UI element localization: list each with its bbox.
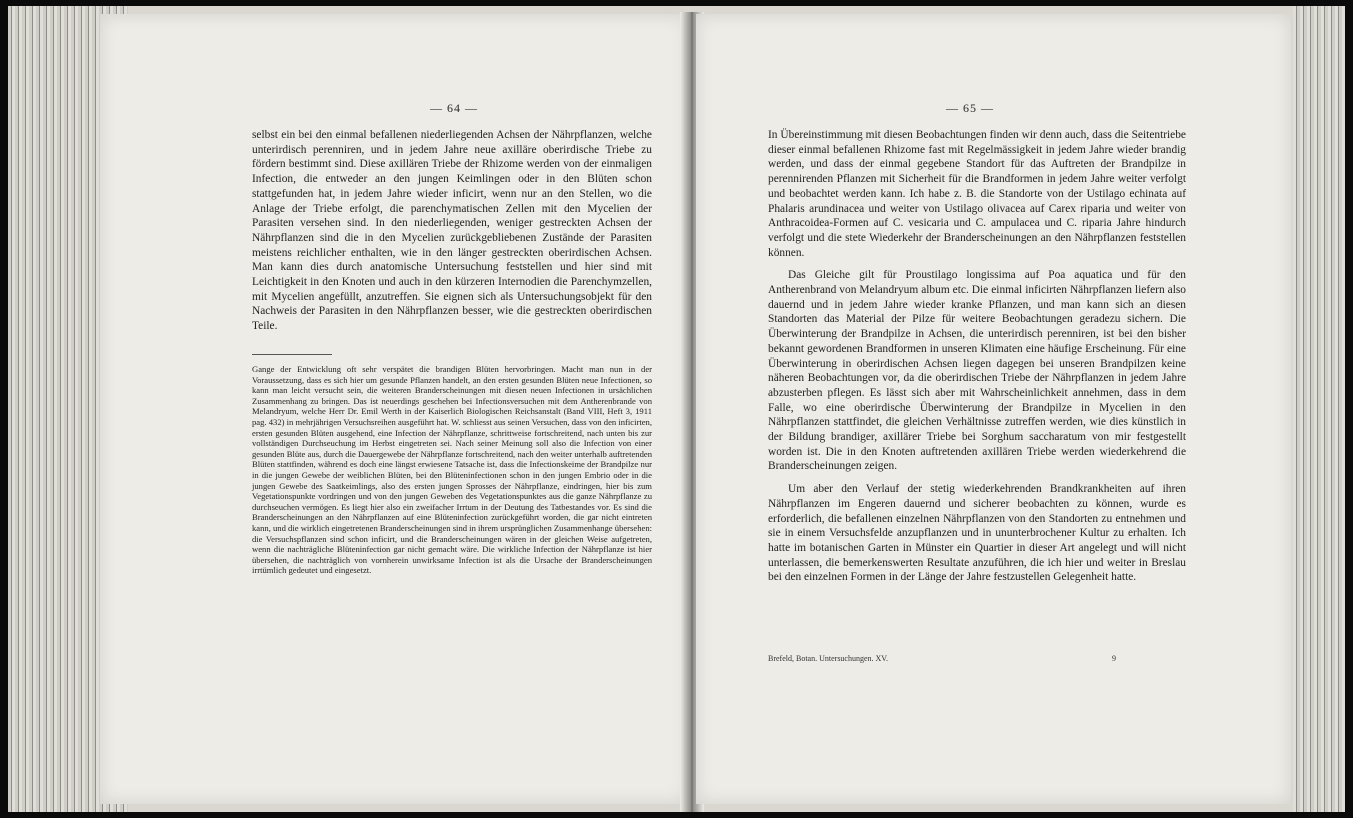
left-page (100, 14, 688, 804)
right-page-edges (1293, 6, 1345, 812)
right-page (696, 14, 1291, 804)
right-paragraph-3: Um aber den Verlauf der stetig wiederkehrenden Brandkrankheiten auf ihren Nährpflanzen im Engeren dauernd und sicherer beobachten zu können, wurde es erforderlich, die befallenen einzelnen Nährpflanzen von den Standorten zu entnehmen und sie in einem Versuchsfelde anzupflanzen und in ununterbrochener Kultur zu erhalten. Ich hatte im botanischen Garten in Münster ein Quartier in dieser Art angelegt und will nicht unterlassen, die bemerkenswerten Resultate anzuführen, die ich hier und weiter in Breslau bei den einzelnen Formen in der Länge der Jahre festzustellen Gelegenheit hatte. (768, 483, 1186, 584)
left-body-text (252, 128, 652, 334)
right-paragraph-1: In Übereinstimmung mit diesen Beobachtungen finden wir denn auch, dass die Seitentriebe dieser einmal befallenen Rhizome fast mit Regelmässigkeit in jedem Jahre wieder brandig werden, und dass der einmal gegebene Standort für das Auftreten der Brandpilze in perennirenden Pflanzen mit Sicherheit für die Brandformen in jedem Jahre weiter verfolgt und beobachtet werden kann. Ich habe z. B. die Standorte von der Ustilago echinata auf Phalaris arundinacea und weiter von Ustilago olivacea auf Carex riparia und weiter von Anthracoidea-Formen auf C. vesicaria und C. ampulacea und C. riparia Jahre hindurch verfolgt und die stete Wiederkehr der Branderscheinungen an den Nährpflanzen feststellen können. (768, 129, 1186, 259)
left-footnote (252, 364, 652, 576)
signature-mark: 9 (1112, 654, 1116, 663)
left-paragraph: selbst ein bei den einmal befallenen niederliegenden Achsen der Nährpflanzen, welche unterirdisch perenniren, und in jedem Jahre neue axilläre oberirdische Triebe zu fördern bestimmt sind. Diese axillären Triebe der Rhizome werden von der einmaligen Infection, die entweder an den jungen Keimlingen oder in den Blüten schon stattgefunden hat, in jedem Jahre wieder inficirt, wenn nur an den Stellen, wo die Anlage der Triebe erfolgt, die parenchymatischen Zellen mit den Mycelien der Parasiten versehen sind. In den niederliegenden, weniger gestreckten Achsen der Nährpflanzen sind die in den Mycelien zurückgebliebenen Zustände der Parasiten meistens reichlicher enthalten, wie in den länger gestreckten oberirdischen Achsen. Man kann dies durch anatomische Untersuchung feststellen und hier sind mit Leichtigkeit in den Knoten und auch in den kürzeren Internodien die Parenchymzellen, mit Mycelien angefüllt, anzutreffen. Sie eignen sich als Untersuchungsobjekt für den Nachweis der Parasiten in den Nährpflanzen besser, wie die gestreckten oberirdischen Teile. (252, 129, 652, 333)
footnote-rule (252, 354, 332, 355)
right-body-text (768, 128, 1186, 593)
signature-line (768, 654, 1186, 663)
book-spread (8, 6, 1345, 812)
left-page-number: — 64 — (430, 101, 478, 115)
right-page-number: — 65 — (946, 101, 994, 115)
signature-source: Brefeld, Botan. Untersuchungen. XV. (768, 654, 889, 663)
footnote-text: Gange der Entwicklung oft sehr verspätet die brandigen Blüten hervorbringen. Macht man nun in der Voraussetzung, dass es sich hier um gesunde Pflanzen handelt, an den ersten gesunden Blüten neue Infectionen, so kann man leicht versucht sein, die weiteren Branderscheinungen mit diesen neuen Infectionen in ursächlichen Zusammenhang zu bringen. Das ist neuerdings geschehen bei Infectionsversuchen mit dem Antherenbrande von Melandryum, welche Herr Dr. Emil Werth in der Kaiserlich Biologischen Reichsanstalt (Band VIII, Heft 3, 1911 pag. 432) in mehrjährigen Versuchsreihen ausgeführt hat. W. schliesst aus seinen Versuchen, dass von den inficirten, ersten gesunden Blüten ausgehend, eine Infection der Nährpflanze, schrittweise fortschreitend, nach unten bis zur vollständigen Durchseuchung im Herbst eingetreten sei. Nach seiner Meinung soll also die Infection von einer gesunden Blüte aus, durch die Dauergewebe der Nährpflanze fortschreitend, nach den weiter unterhalb auftretenden Blüten stattfinden, während es doch eine längst erwiesene Tatsache ist, dass die Infectionskeime der Brandpilze nur in die jungen Gewebe der weiblichen Blüten, bei den Blüteninfectionen schon in den jungen Embrio oder in die jungen Gewebe des Saatkeimlings, also des ersten jungen Sprosses der Nährpflanze, eindringen, hier bis zum Vegetationspunkte vordringen und von den jungen Geweben des Vegetationspunktes aus die ganze Nährpflanze zu durchseuchen vermögen. Es liegt hier also ein zweifacher Irrtum in der Deutung des Tatbestandes vor. Es sind die Branderscheinungen an den Nährpflanzen auf eine Blüteninfection zurückgeführt worden, die gar nicht eintreten kann, und die wirklich eingetretenen Branderscheinungen sind in ihrem ursprünglichen Zusammenhange übersehen: die Versuchspflanzen sind schon inficirt, und die Branderscheinungen wären in der gleichen Weise aufgetreten, wenn die nachträgliche Blüteninfection gar nicht gemacht wäre. Die wirkliche Infection der Nährpflanze ist hier übersehen, die nachträglich von vornherein unwirksame Infection ist als die Ursache der Branderscheinungen irrtümlich gedeutet und eingesetzt. (252, 364, 652, 576)
right-paragraph-2: Das Gleiche gilt für Proustilago longissima auf Poa aquatica und für den Antherenbrand von Melandryum album etc. Die einmal inficirten Nährpflanzen liefern also dauernd und in jedem Jahre wieder kranke Pflanzen, und man kann sich an diesen Standorten das Material der Pilze für weitere Beobachtungen geradezu sichern. Die Überwinterung der Brandpilze in Achsen, die unterirdisch perenniren, ist bei den bisher bekannt gewordenen Brandformen in unseren Klimaten eine häufige Erscheinung. Für eine Überwinterung in oberirdischen Achsen liegen dagegen bei unseren Brandpilzen keine näheren Beobachtungen vor, da die oberirdischen Triebe der Nährpflanzen in jedem Jahre abzusterben pflegen. Es lässt sich aber mit Wahrscheinlichkeit annehmen, dass in dem Falle, wo eine oberirdische Überwinterung der Brandpilze in Mycelien in den Nährpflanzen stattfindet, die gleichen Verhältnisse zutreffen werden, wie dies künstlich in der Bildung brandiger, axillärer Triebe bei Sorghum saccharatum von mir festgestellt worden ist. Die in den Knoten auftretenden axillären Triebe werden wiederkehrend die Branderscheinungen zeigen. (768, 269, 1186, 473)
